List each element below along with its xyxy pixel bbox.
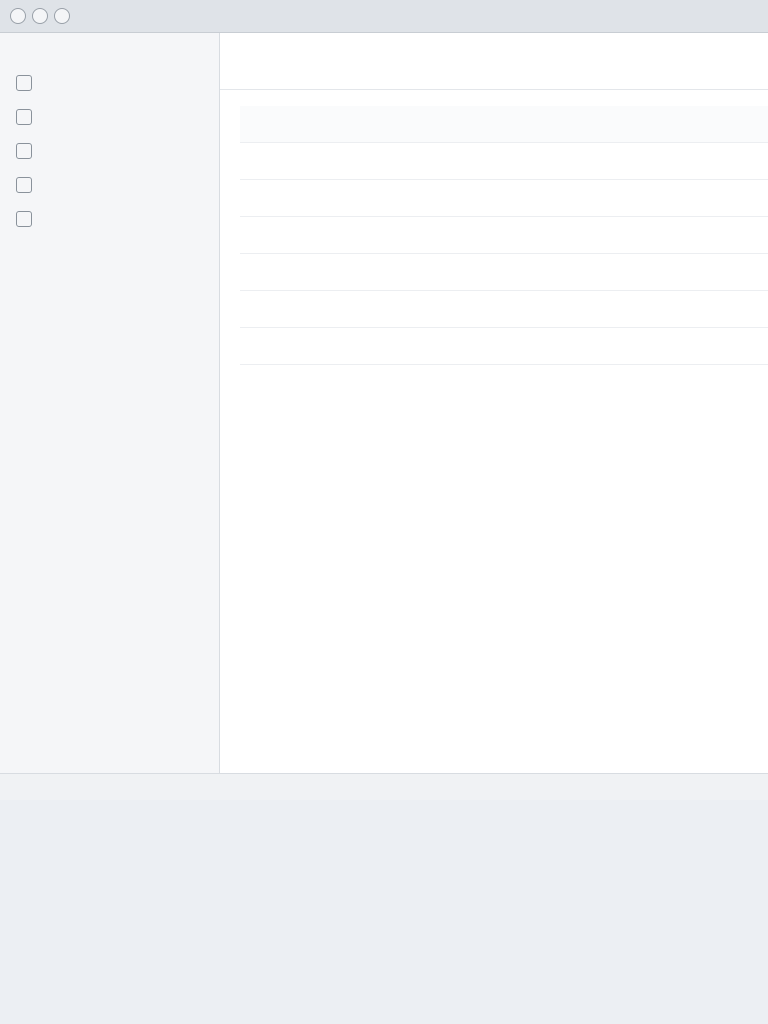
sidebar-heading [0,45,219,66]
table-row[interactable] [240,328,768,365]
table-cell [240,217,495,254]
table-cell [240,328,495,365]
sidebar [0,33,220,773]
table-cell [750,328,768,365]
sidebar-item-icon [16,109,32,125]
sidebar-item-icon [16,143,32,159]
main-panel [220,33,768,773]
table-cell [750,143,768,180]
table-cell [750,217,768,254]
maximize-window-button[interactable] [54,8,70,24]
data-table [240,106,768,365]
table-cell [495,328,750,365]
table-header-row [240,106,768,143]
table-row[interactable] [240,254,768,291]
table-cell [750,254,768,291]
window-body [0,33,768,773]
table-cell [750,180,768,217]
column-header[interactable] [750,106,768,143]
table-row[interactable] [240,180,768,217]
sidebar-item-icon [16,177,32,193]
sidebar-item-3[interactable] [0,134,219,168]
page-title [240,50,360,72]
table-cell [495,180,750,217]
table-row[interactable] [240,217,768,254]
sidebar-item-2[interactable] [0,100,219,134]
table-cell [240,291,495,328]
close-window-button[interactable] [10,8,26,24]
sidebar-item-icon [16,75,32,91]
table-cell [240,180,495,217]
status-bar [0,773,768,800]
column-header[interactable] [495,106,750,143]
content-area [220,90,768,773]
minimize-window-button[interactable] [32,8,48,24]
sidebar-item-5[interactable] [0,202,219,236]
sidebar-item-1[interactable] [0,66,219,100]
table-cell [495,143,750,180]
table-cell [750,291,768,328]
window-controls [10,8,70,24]
sidebar-item-icon [16,211,32,227]
table-cell [240,143,495,180]
table-cell [495,254,750,291]
table-cell [240,254,495,291]
column-header[interactable] [240,106,495,143]
table-row[interactable] [240,291,768,328]
page-header [220,33,768,90]
table-cell [495,217,750,254]
sidebar-item-4[interactable] [0,168,219,202]
table-row[interactable] [240,143,768,180]
table-cell [495,291,750,328]
title-bar [0,0,768,33]
